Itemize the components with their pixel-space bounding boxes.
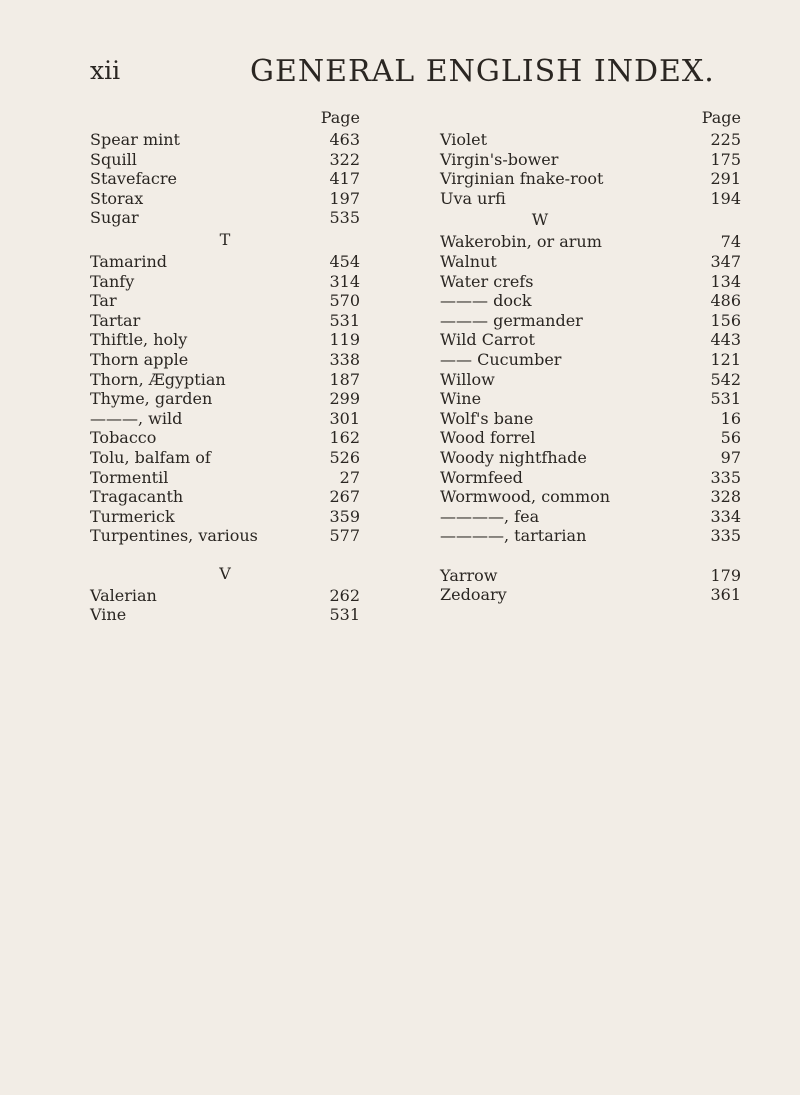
entry-term: Virgin's-bower xyxy=(440,149,559,169)
index-entry xyxy=(90,150,420,170)
entry-page-number: 175 xyxy=(710,149,741,169)
page-folio: xii xyxy=(90,56,121,85)
entry-term: Thiftle, holy xyxy=(90,330,188,350)
entry-term: Wild Carrot xyxy=(440,330,535,350)
index-entry xyxy=(90,272,420,292)
index-entry xyxy=(440,448,745,468)
index-entry xyxy=(90,468,420,488)
entry-page-number: 531 xyxy=(329,605,360,625)
index-entry xyxy=(440,487,745,507)
entries-v xyxy=(90,586,420,625)
entry-term: Violet xyxy=(440,130,488,149)
index-entry xyxy=(90,311,420,331)
index-entry xyxy=(90,370,420,390)
entry-term: Turpentines, various xyxy=(90,526,258,546)
index-entry xyxy=(440,150,745,170)
entry-page-number: 335 xyxy=(710,526,741,546)
entry-term: Thyme, garden xyxy=(90,389,213,409)
entry-page-number: 526 xyxy=(329,447,360,467)
index-entry xyxy=(440,272,745,292)
index-entry xyxy=(440,232,745,252)
running-title: GENERAL ENGLISH INDEX. xyxy=(250,54,715,89)
entry-page-number: 179 xyxy=(710,565,741,585)
entry-term: Woody nightfhade xyxy=(440,447,587,467)
entry-term: Wine xyxy=(440,389,482,409)
entry-page-number: 187 xyxy=(329,369,360,389)
index-entry xyxy=(90,526,420,546)
index-entry xyxy=(440,130,745,150)
index-entry xyxy=(440,311,745,331)
entry-term: —— Cucumber xyxy=(440,349,562,369)
entry-page-number: 417 xyxy=(329,169,360,189)
entry-term: Squill xyxy=(90,149,137,169)
entries-t xyxy=(90,252,420,546)
entry-page-number: 225 xyxy=(710,130,741,149)
entry-page-number: 197 xyxy=(329,188,360,208)
index-entry xyxy=(90,428,420,448)
entry-page-number: 542 xyxy=(710,369,741,389)
index-entry xyxy=(90,130,420,150)
entry-page-number: 134 xyxy=(710,271,741,291)
entries-s xyxy=(90,130,420,228)
entry-term: Tar xyxy=(90,291,117,311)
index-entry xyxy=(440,585,745,605)
entry-term: Tobacco xyxy=(90,428,157,448)
entry-page-number: 570 xyxy=(329,291,360,311)
index-entry xyxy=(90,208,420,228)
section-letter-w: W xyxy=(531,210,549,230)
entry-page-number: 267 xyxy=(329,487,360,507)
entry-term: Tormentil xyxy=(90,467,169,487)
entry-term: ————, fea xyxy=(440,506,540,526)
entry-term: Yarrow xyxy=(440,565,498,585)
entry-page-number: 74 xyxy=(720,232,741,252)
entry-page-number: 162 xyxy=(329,428,360,448)
entry-page-number: 299 xyxy=(329,389,360,409)
index-entry xyxy=(90,169,420,189)
entry-page-number: 328 xyxy=(710,487,741,507)
index-entry xyxy=(440,169,745,189)
entry-page-number: 361 xyxy=(710,585,741,605)
entry-term: Spear mint xyxy=(90,130,180,149)
index-entry xyxy=(90,409,420,429)
entry-page-number: 347 xyxy=(710,251,741,271)
index-entry xyxy=(440,189,745,209)
entry-page-number: 486 xyxy=(710,291,741,311)
entries-w xyxy=(440,232,745,546)
entry-term: Thorn apple xyxy=(90,349,189,369)
index-entry xyxy=(90,448,420,468)
index-entry xyxy=(90,189,420,209)
index-entry xyxy=(90,389,420,409)
index-entry xyxy=(90,586,420,606)
entry-term: Stavefacre xyxy=(90,169,177,189)
entry-page-number: 338 xyxy=(329,349,360,369)
index-column-right xyxy=(440,108,745,605)
entry-term: ———, wild xyxy=(90,408,183,428)
entry-page-number: 443 xyxy=(710,330,741,350)
entry-term: ——— dock xyxy=(440,291,532,311)
entry-term: Sugar xyxy=(90,208,139,228)
entry-page-number: 531 xyxy=(710,389,741,409)
index-entry xyxy=(440,566,745,586)
page-column-header: Page xyxy=(701,108,741,127)
entry-page-number: 463 xyxy=(329,130,360,149)
index-entry xyxy=(440,526,745,546)
index-entry xyxy=(90,350,420,370)
entry-term: Uva urfi xyxy=(440,188,506,208)
index-column-left xyxy=(90,108,420,625)
index-entry xyxy=(440,409,745,429)
index-entry xyxy=(90,252,420,272)
entry-term: Wood forrel xyxy=(440,428,536,448)
entry-page-number: 322 xyxy=(329,149,360,169)
entry-term: Wormfeed xyxy=(440,467,523,487)
index-entry xyxy=(440,330,745,350)
entry-page-number: 27 xyxy=(339,467,360,487)
index-entry xyxy=(440,428,745,448)
index-entry xyxy=(90,507,420,527)
page-column-header: Page xyxy=(320,108,360,127)
entry-term: Virginian fnake-root xyxy=(440,169,604,189)
entry-page-number: 454 xyxy=(329,251,360,271)
index-entry xyxy=(440,370,745,390)
index-entry xyxy=(440,291,745,311)
index-entry xyxy=(90,291,420,311)
entries-v-u xyxy=(440,130,745,208)
entry-term: Wormwood, common xyxy=(440,487,611,507)
entry-term: Willow xyxy=(440,369,495,389)
index-entry xyxy=(440,507,745,527)
entry-page-number: 291 xyxy=(710,169,741,189)
page-header xyxy=(0,46,800,89)
entry-term: Valerian xyxy=(90,585,157,605)
index-entry xyxy=(440,389,745,409)
entry-term: Turmerick xyxy=(90,506,175,526)
entry-page-number: 121 xyxy=(710,349,741,369)
entry-page-number: 262 xyxy=(329,585,360,605)
index-entry xyxy=(90,330,420,350)
entry-page-number: 334 xyxy=(710,506,741,526)
entry-term: Tolu, balfam of xyxy=(90,447,211,467)
entry-term: Water crefs xyxy=(440,271,534,291)
index-entry xyxy=(90,605,420,625)
entry-term: Wakerobin, or arum xyxy=(440,232,602,252)
entry-term: Tartar xyxy=(90,310,141,330)
index-entry xyxy=(440,252,745,272)
index-entry xyxy=(440,468,745,488)
entry-page-number: 156 xyxy=(710,310,741,330)
entry-page-number: 535 xyxy=(329,208,360,228)
entry-term: Walnut xyxy=(440,251,497,271)
entry-page-number: 56 xyxy=(720,428,741,448)
entry-page-number: 531 xyxy=(329,310,360,330)
entry-term: Storax xyxy=(90,188,144,208)
entry-page-number: 16 xyxy=(720,408,741,428)
index-entry xyxy=(440,350,745,370)
entry-page-number: 359 xyxy=(329,506,360,526)
entry-term: Thorn, Ægyptian xyxy=(90,369,226,389)
entry-term: ——— germander xyxy=(440,310,583,330)
entry-term: Tanfy xyxy=(90,271,135,291)
index-entry xyxy=(90,487,420,507)
entry-term: Wolf's bane xyxy=(440,408,534,428)
entry-page-number: 577 xyxy=(329,526,360,546)
entry-term: Tamarind xyxy=(90,251,167,271)
entry-page-number: 97 xyxy=(720,447,741,467)
entry-page-number: 119 xyxy=(329,330,360,350)
entry-term: ————, tartarian xyxy=(440,526,587,546)
entry-page-number: 314 xyxy=(329,271,360,291)
entry-page-number: 301 xyxy=(329,408,360,428)
entries-y-z xyxy=(440,566,745,605)
entry-term: Zedoary xyxy=(440,585,507,605)
entry-page-number: 335 xyxy=(710,467,741,487)
section-letter-t: T xyxy=(219,229,231,249)
entry-page-number: 194 xyxy=(710,188,741,208)
entry-term: Vine xyxy=(90,605,127,625)
section-letter-v: V xyxy=(219,563,231,583)
entry-term: Tragacanth xyxy=(90,487,184,507)
